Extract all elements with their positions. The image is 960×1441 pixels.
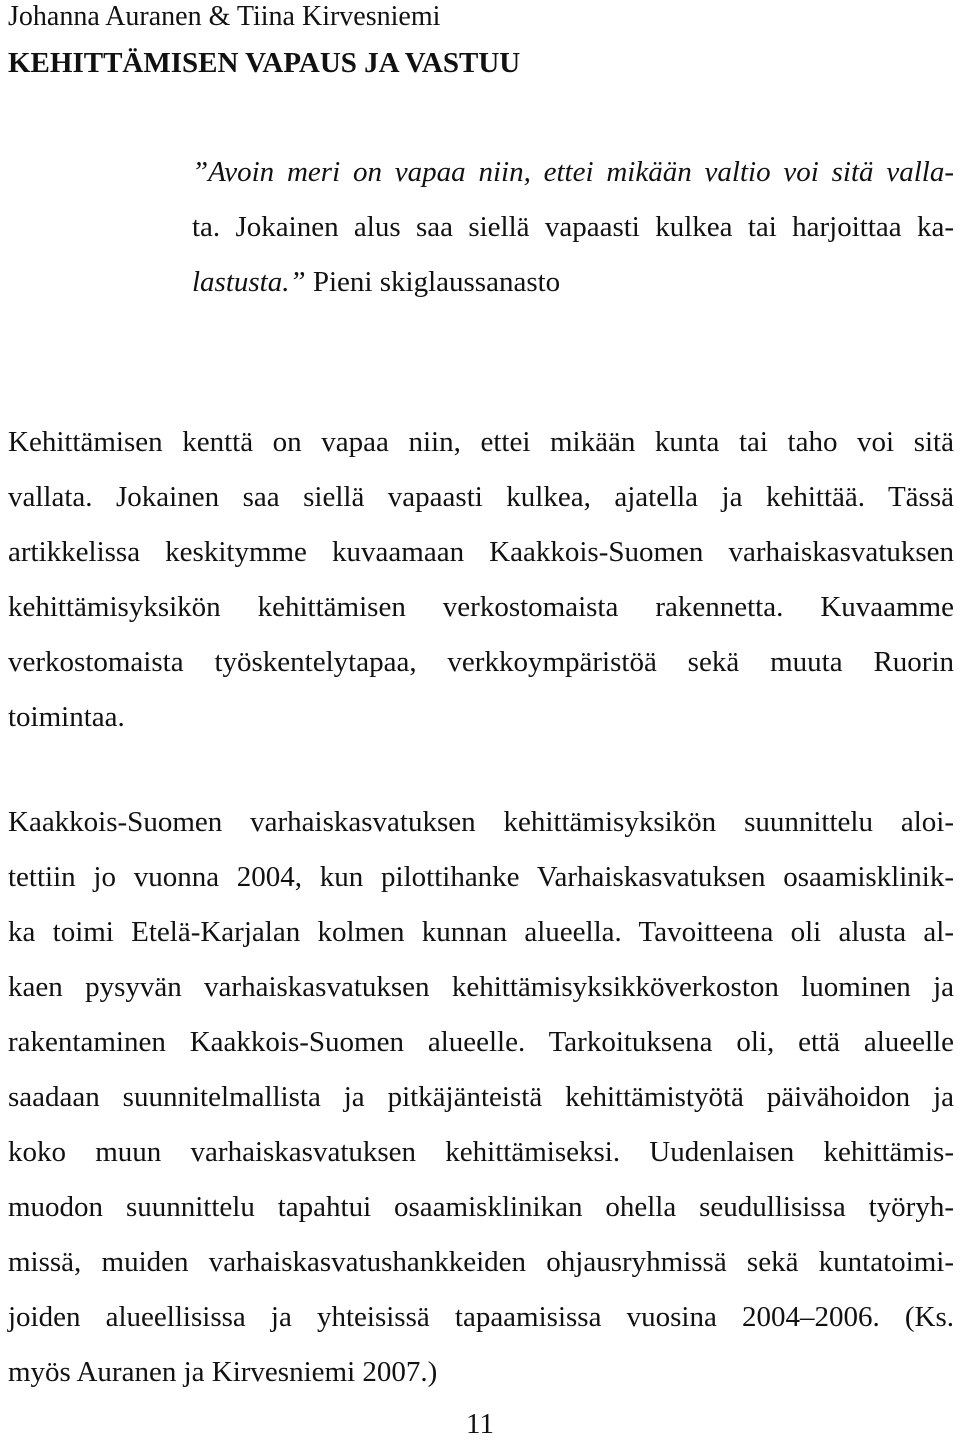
paragraph-line: koko muun varhaiskasvatuksen kehittämiseksi. Uudenlaisen kehittämis- (8, 1136, 954, 1168)
article-title: KEHITTÄMISEN VAPAUS JA VASTUU (8, 47, 521, 79)
epigraph-quote-end: lastusta.” (192, 266, 306, 298)
authors-header: Johanna Auranen & Tiina Kirvesniemi (8, 1, 441, 32)
paragraph-line: missä, muiden varhaiskasvatushankkeiden ohjausryhmissä sekä kuntatoimi- (8, 1246, 954, 1278)
paragraph-line: tettiin jo vuonna 2004, kun pilottihanke Varhaiskasvatuksen osaamisklinik- (8, 861, 954, 893)
paragraph-line: verkostomaista työskentelytapaa, verkkoympäristöä sekä muuta Ruorin (8, 646, 954, 678)
paragraph-line: ka toimi Etelä-Karjalan kolmen kunnan alueella. Tavoitteena oli alusta al- (8, 916, 954, 948)
page-number: 11 (466, 1408, 494, 1440)
paragraph-line: vallata. Jokainen saa siellä vapaasti kulkea, ajatella ja kehittää. Tässä (8, 481, 954, 513)
paragraph-line: muodon suunnittelu tapahtui osaamisklinikan ohella seudullisissa työryh- (8, 1191, 954, 1223)
epigraph-source: Pieni skiglaussanasto (305, 266, 561, 298)
paragraph-line: kaen pysyvän varhaiskasvatuksen kehittämisyksikköverkoston luominen ja (8, 971, 954, 1003)
paragraph-line: joiden alueellisissa ja yhteisissä tapaamisissa vuosina 2004–2006. (Ks. (8, 1301, 954, 1333)
paragraph-line: toimintaa. (8, 701, 125, 733)
paragraph-line: Kaakkois-Suomen varhaiskasvatuksen kehittämisyksikön suunnittelu aloi- (8, 806, 954, 838)
epigraph-line: ”Avoin meri on vapaa niin, ettei mikään valtio voi sitä valla- (192, 156, 954, 188)
paragraph-line: rakentaminen Kaakkois-Suomen alueelle. Tarkoituksena oli, että alueelle (8, 1026, 954, 1058)
paragraph-line: kehittämisyksikön kehittämisen verkostomaista rakennetta. Kuvaamme (8, 591, 954, 623)
paragraph-line: Kehittämisen kenttä on vapaa niin, ettei mikään kunta tai taho voi sitä (8, 426, 954, 458)
epigraph-line: ta. Jokainen alus saa siellä vapaasti kulkea tai harjoittaa ka- (192, 211, 954, 243)
epigraph-line (192, 265, 560, 299)
paragraph-line: saadaan suunnitelmallista ja pitkäjänteistä kehittämistyötä päivähoidon ja (8, 1081, 954, 1113)
paragraph-line: myös Auranen ja Kirvesniemi 2007.) (8, 1356, 438, 1388)
paragraph-line: artikkelissa keskitymme kuvaamaan Kaakkois-Suomen varhaiskasvatuksen (8, 536, 954, 568)
